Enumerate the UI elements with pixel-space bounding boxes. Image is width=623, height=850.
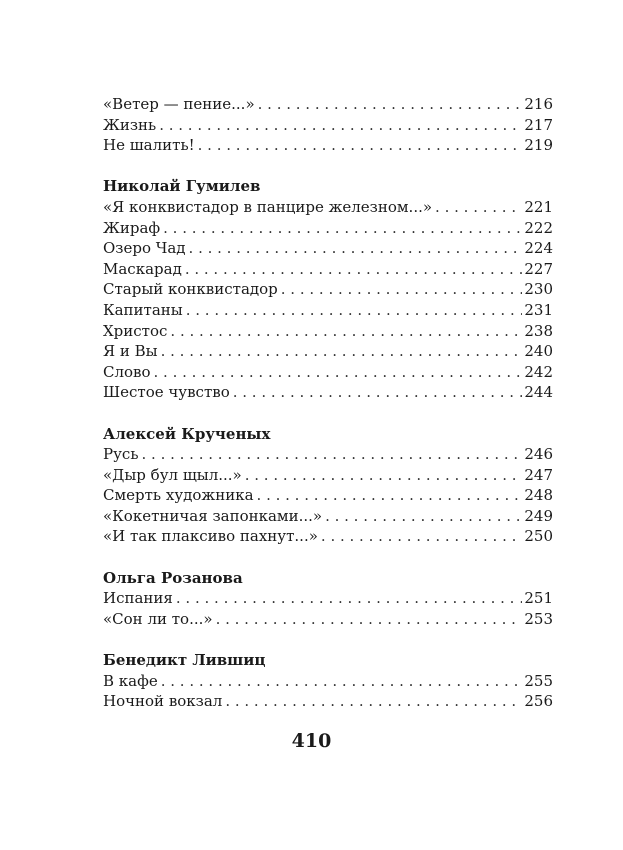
entry-page-number: 246: [524, 445, 553, 464]
toc-entry: [103, 485, 553, 506]
dot-leader: [216, 609, 523, 630]
toc-entry: [103, 238, 553, 259]
dot-leader: [435, 197, 522, 218]
dot-leader: [159, 115, 522, 136]
entry-title: «Дыр бул щыл...»: [103, 465, 242, 484]
entry-title: Я и Вы: [103, 342, 158, 361]
toc-entry: [103, 321, 553, 342]
dot-leader: [245, 465, 523, 486]
entry-title: Испания: [103, 589, 173, 608]
entry-title: «Ветер — пение...»: [103, 95, 255, 113]
dot-leader: [161, 341, 523, 362]
toc-entry: [103, 526, 553, 547]
entry-page-number: 231: [524, 300, 553, 319]
entry-page-number: 244: [524, 383, 553, 402]
entry-page-number: 240: [524, 342, 553, 361]
entry-page-number: 222: [524, 218, 553, 237]
dot-leader: [257, 485, 523, 506]
entry-page-number: 250: [524, 527, 553, 546]
entry-title: «Кокетничая запонками...»: [103, 506, 323, 525]
page-number: 410: [291, 730, 332, 752]
toc-entry: [103, 671, 553, 692]
author-heading: Алексей Крученых: [103, 424, 271, 443]
entry-page-number: 221: [524, 197, 553, 216]
entry-page-number: 238: [524, 321, 553, 340]
toc-section: [103, 650, 553, 712]
toc-entry: [103, 609, 553, 630]
toc-section: [103, 424, 553, 548]
dot-leader: [325, 506, 522, 527]
entry-page-number: 219: [524, 136, 553, 155]
toc-entry: [103, 588, 553, 609]
entry-page-number: 224: [524, 239, 553, 258]
entry-title: Озеро Чад: [103, 239, 186, 258]
entry-title: Русь: [103, 445, 139, 464]
entry-title: Ночной вокзал: [103, 692, 223, 711]
dot-leader: [258, 94, 523, 115]
entry-title: Шестое чувство: [103, 383, 230, 402]
dot-leader: [198, 135, 523, 156]
toc-section: [103, 176, 553, 403]
toc-entry: [103, 341, 553, 362]
entry-page-number: 217: [524, 115, 553, 134]
dot-leader: [186, 300, 523, 321]
toc-entry: [103, 94, 553, 115]
dot-leader: [170, 321, 522, 342]
toc-entry: [103, 115, 553, 136]
entry-title: «Сон ли то...»: [103, 609, 213, 628]
toc-entry: [103, 465, 553, 486]
entry-page-number: 251: [524, 589, 553, 608]
author-heading: Николай Гумилев: [103, 177, 261, 196]
toc-entry: [103, 506, 553, 527]
entry-page-number: 248: [524, 486, 553, 505]
entry-title: Жираф: [103, 218, 161, 237]
entry-page-number: 255: [524, 671, 553, 690]
dot-leader: [154, 362, 523, 383]
entry-title: Старый конквистадор: [103, 280, 278, 299]
toc-entry: [103, 259, 553, 280]
toc-entry: [103, 362, 553, 383]
dot-leader: [163, 218, 522, 239]
entry-title: Капитаны: [103, 300, 183, 319]
dot-leader: [161, 671, 523, 692]
toc-entry: [103, 135, 553, 156]
dot-leader: [142, 444, 523, 465]
toc-section: [103, 568, 553, 630]
entry-page-number: 256: [524, 692, 553, 711]
toc-entry: [103, 197, 553, 218]
entry-page-number: 247: [524, 465, 553, 484]
entry-page-number: 230: [524, 280, 553, 299]
author-heading: Ольга Розанова: [103, 568, 243, 587]
entry-page-number: 249: [524, 506, 553, 525]
entry-page-number: 227: [524, 259, 553, 278]
dot-leader: [321, 526, 522, 547]
dot-leader: [189, 238, 523, 259]
entry-title: Не шалить!: [103, 136, 195, 155]
toc-entry: [103, 382, 553, 403]
dot-leader: [281, 279, 523, 300]
dot-leader: [225, 691, 522, 712]
toc-entry: [103, 279, 553, 300]
toc-section: [103, 94, 553, 156]
entry-page-number: 253: [524, 609, 553, 628]
entry-title: В кафе: [103, 671, 158, 690]
table-of-contents: [103, 94, 553, 732]
dot-leader: [176, 588, 522, 609]
toc-entry: [103, 300, 553, 321]
entry-title: «Я конквистадор в панцире железном...»: [103, 197, 433, 216]
dot-leader: [233, 382, 523, 403]
entry-title: Христос: [103, 321, 168, 340]
entry-page-number: 216: [524, 95, 553, 113]
entry-title: «И так плаксиво пахнут...»: [103, 527, 318, 546]
author-heading: Бенедикт Лившиц: [103, 651, 266, 670]
toc-entry: [103, 218, 553, 239]
entry-title: Слово: [103, 362, 151, 381]
entry-title: Маскарад: [103, 259, 182, 278]
entry-title: Жизнь: [103, 115, 157, 134]
entry-page-number: 242: [524, 362, 553, 381]
entry-title: Смерть художника: [103, 486, 254, 505]
toc-entry: [103, 691, 553, 712]
toc-entry: [103, 444, 553, 465]
dot-leader: [185, 259, 523, 280]
